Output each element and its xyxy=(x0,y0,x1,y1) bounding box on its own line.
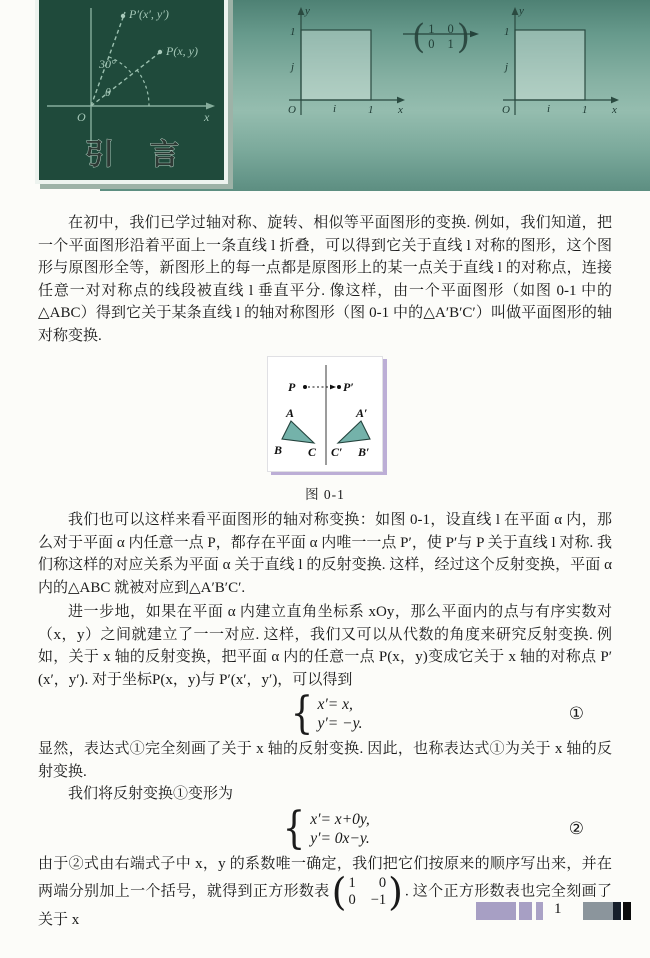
footer-decoration-bar-3 xyxy=(536,902,543,920)
footer-decoration-bar-6 xyxy=(623,902,631,920)
tick-label-1-right: 1 xyxy=(582,104,588,116)
vertex-a-prime-label: A′ xyxy=(356,406,368,420)
origin-label: O xyxy=(288,104,296,116)
matrix-cell: 1 xyxy=(428,22,435,36)
equation-1-number: ① xyxy=(568,704,584,723)
transformation-matrix-block xyxy=(403,17,479,57)
tick-label-1-right: 1 xyxy=(368,104,374,116)
introduction-panel xyxy=(35,0,228,184)
vertex-c-label: C xyxy=(308,445,317,459)
equation-2-line-1: x′= x+0y, xyxy=(310,810,370,828)
x-axis-label: x xyxy=(204,110,210,124)
axis-label-i: i xyxy=(333,103,337,115)
left-brace: { xyxy=(290,688,313,739)
page-body xyxy=(38,212,612,932)
left-paren: ( xyxy=(411,17,426,57)
tick-label-1-top: 1 xyxy=(290,26,296,38)
axis-label-y: y xyxy=(519,5,524,17)
paragraph-square-array-text-after: . 这个正方形数表也完全刻画了关于 x xyxy=(38,883,612,928)
left-paren: ( xyxy=(331,870,347,914)
point-p-prime-label: P′ xyxy=(343,380,354,394)
left-brace: { xyxy=(283,802,306,854)
equation-1-line-1: x′= x, xyxy=(317,696,353,713)
point-p-prime-label: P′(x′, y′) xyxy=(129,7,169,21)
chapter-title: 引 言 xyxy=(85,139,194,171)
footer-decoration-bar-4 xyxy=(583,902,613,920)
unit-square-diagram-right xyxy=(499,3,629,121)
theta-label: θ xyxy=(105,85,111,99)
matrix-cell: 1 xyxy=(447,37,454,51)
paragraph-coordinates: 进一步地，如果在平面 α 内建立直角坐标系 xOy，那么平面内的点与有序实数对（x，y）之间就建立了一一对应. 这样，我们又可以从代数的角度来研究反射变换. 例如，关于 x 轴的反射变换，把平面 α 内的任意一点 P(x，y)变成它关于 x 轴的对称点 P′(x′，y′). 对于坐标P(x，y)与 P′(x′，y′)，可以得到 xyxy=(38,604,612,688)
vertex-b-label: B xyxy=(274,443,283,457)
equation-1 xyxy=(38,688,612,739)
figure-0-1-box xyxy=(267,356,383,472)
right-paren: ) xyxy=(388,870,403,914)
page-number: 1 xyxy=(554,901,562,917)
vertex-b-prime-label: B′ xyxy=(358,445,370,459)
angle-30-label: 30° xyxy=(99,57,116,71)
point-p-label: P xyxy=(288,380,296,394)
figure-0-1 xyxy=(38,356,612,503)
footer-decoration-bar-5 xyxy=(613,902,621,920)
unit-square-diagram-left xyxy=(285,3,415,121)
matrix-cell: 1 xyxy=(348,875,356,891)
inline-square-matrix xyxy=(331,870,403,914)
right-paren: ) xyxy=(456,17,471,57)
equation-2 xyxy=(38,802,612,854)
tick-label-1-top: 1 xyxy=(504,26,510,38)
equation-1-line-2: y′= −y. xyxy=(317,715,363,732)
point-p-label: P(x, y) xyxy=(166,44,198,58)
matrix-cell: 0 xyxy=(447,22,454,36)
axis-label-j: j xyxy=(291,61,295,73)
figure-caption: 图 0-1 xyxy=(305,487,345,502)
paragraph-intro: 在初中，我们已学过轴对称、旋转、相似等平面图形的变换. 例如，我们知道，把一个平面图形沿着平面上一条直线 l 折叠，可以得到它关于直线 l 对称的图形，这个图形与原图形全等，新图形上的每一点都是原图形上的某一点关于直线 l 的对称点，连接任意一对对称点的线段被直线 l 垂直平分. 像这样，由一个平面图形（如图 0-1 中的△ABC）得到它关于某条直线 l 的轴对称图形（图 0-1 中的△A′B′C′）叫做平面图形的轴对称变换. xyxy=(38,215,612,344)
triangle-a-prime-b-prime-c-prime xyxy=(338,421,370,443)
axis-label-i: i xyxy=(547,103,551,115)
paragraph-equation-1-remark: 显然，表达式①完全刻画了关于 x 轴的反射变换. 因此，也称表达式①为关于 x 轴的反射变换. xyxy=(38,741,612,780)
vertex-a-label: A xyxy=(286,406,295,420)
rotation-diagram xyxy=(39,0,224,176)
axis-label-j: j xyxy=(505,61,509,73)
axis-label-x: x xyxy=(398,104,403,116)
origin-label: O xyxy=(77,110,86,124)
vertex-c-prime-label: C′ xyxy=(331,445,343,459)
matrix-cell: 0 xyxy=(348,892,356,908)
axis-label-x: x xyxy=(612,104,617,116)
page-header-banner xyxy=(0,0,650,196)
origin-label: O xyxy=(502,104,510,116)
mapping-arrow-icon xyxy=(403,29,479,39)
paragraph-reflection-definition: 我们也可以这样来看平面图形的轴对称变换：如图 0-1，设直线 l 在平面 α 内，那么对于平面 α 内任意一点 P，都存在平面 α 内唯一一点 P′，使 P′与 P 关于直线 l 对称. 我们称这样的对应关系为平面 α 关于直线 l 的反射变换. 这样，经过这个反射变换，平面 α 内的△ABC 就被对应到△A′B′C′. xyxy=(38,512,612,596)
axis-label-y: y xyxy=(305,5,310,17)
paragraph-square-array-text-before: 由于②式由右端式子中 x，y 的系数唯一确定，我们把它们按原来的顺序写出来，并在两端分别加上一个括号，就得到正方形数表 xyxy=(38,855,612,900)
matrix-cell: −1 xyxy=(370,892,387,908)
paragraph-transform-intro: 我们将反射变换①变形为 xyxy=(68,786,234,802)
footer-decoration-bar-1 xyxy=(476,902,516,920)
equation-2-number: ② xyxy=(568,818,584,838)
matrix-cell: 0 xyxy=(428,37,435,51)
footer-decoration-bar-2 xyxy=(519,902,532,920)
triangle-abc xyxy=(282,421,314,443)
matrix-cell: 0 xyxy=(378,875,387,891)
equation-2-line-2: y′= 0x−y. xyxy=(310,829,370,847)
